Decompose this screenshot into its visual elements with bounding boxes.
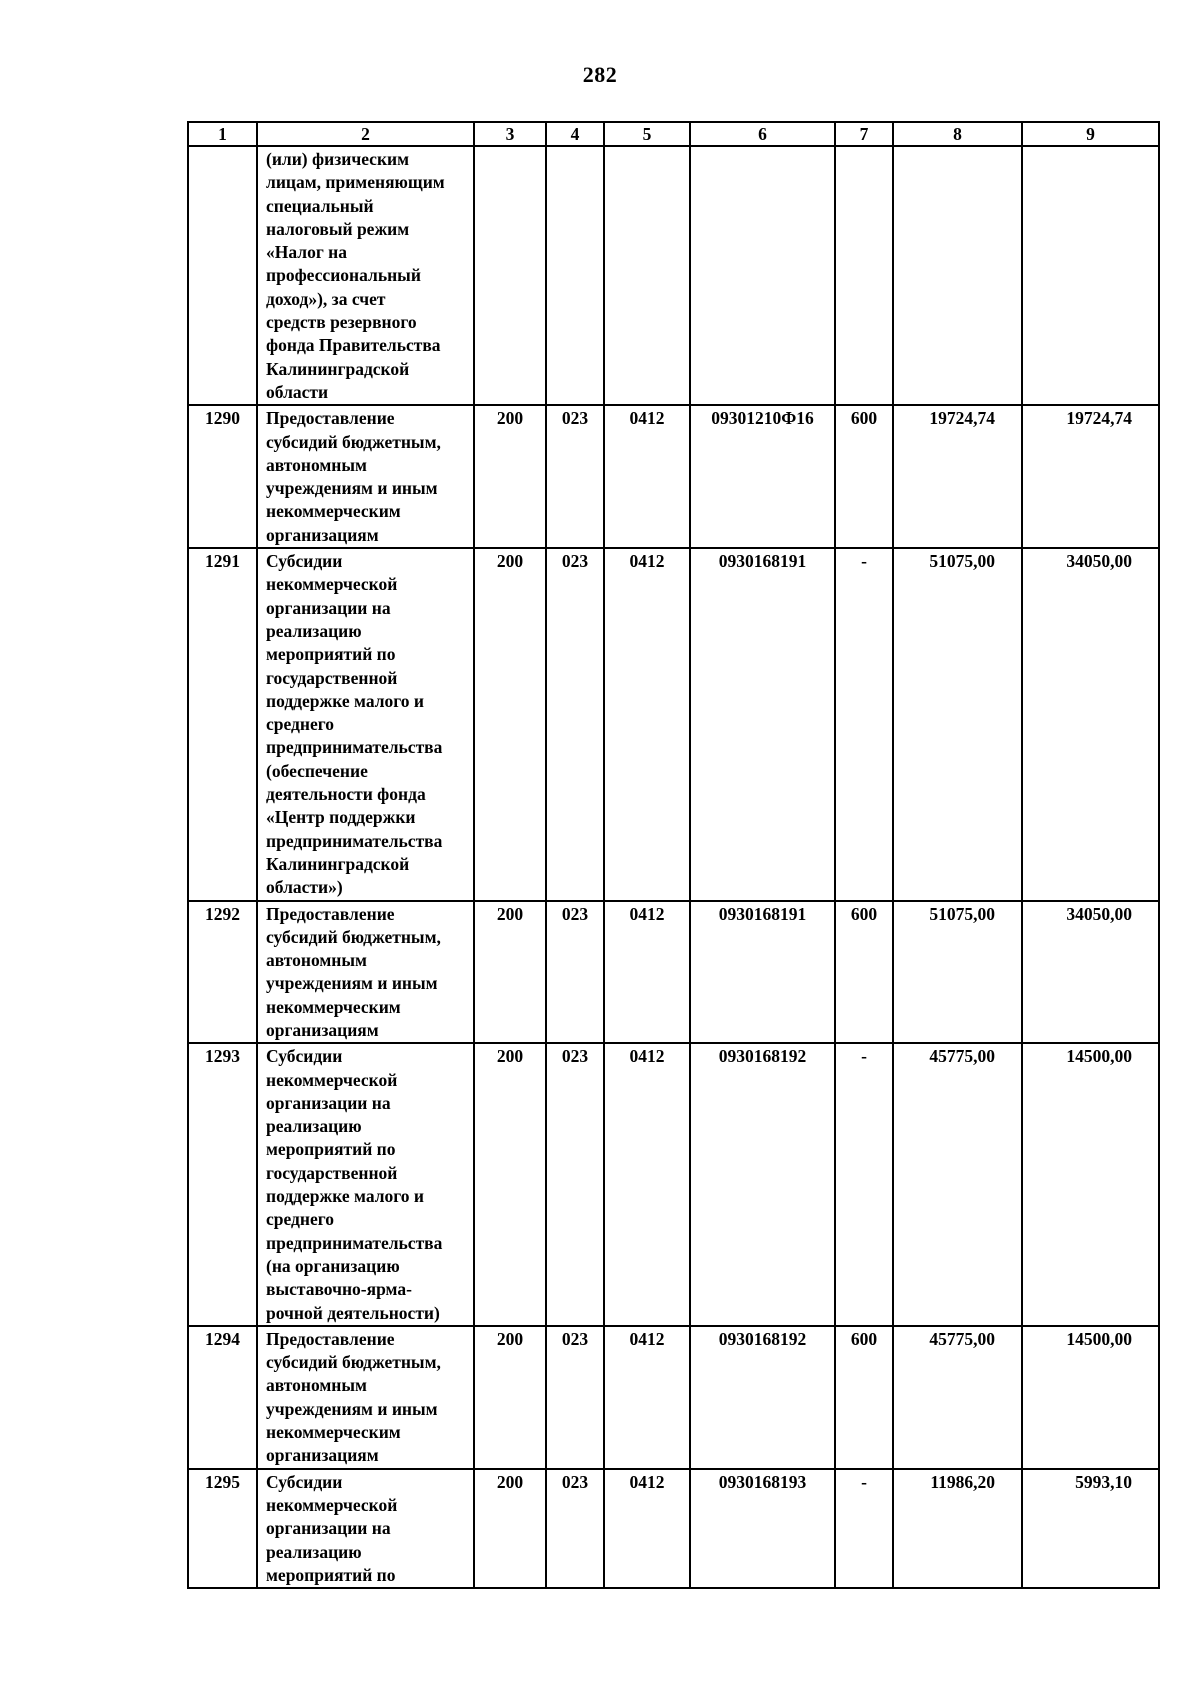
code-cell-3: 200 — [474, 1469, 546, 1588]
code-cell-5: 0412 — [604, 1469, 690, 1588]
row-number-cell: 1295 — [188, 1469, 257, 1588]
page-number: 282 — [582, 62, 618, 87]
column-header: 2 — [257, 122, 474, 146]
amount-cell-8: 19724,74 — [893, 405, 1022, 548]
amount-cell-8 — [893, 146, 1022, 405]
table-row — [188, 405, 1159, 548]
code-cell-5: 0412 — [604, 901, 690, 1044]
code-cell-7 — [835, 146, 893, 405]
code-cell-6: 0930168193 — [690, 1469, 835, 1588]
column-header: 1 — [188, 122, 257, 146]
column-header: 9 — [1022, 122, 1159, 146]
code-cell-6: 09301210Ф16 — [690, 405, 835, 548]
budget-table — [187, 121, 1160, 1589]
row-number-cell: 1294 — [188, 1326, 257, 1469]
amount-cell-8: 11986,20 — [893, 1469, 1022, 1588]
column-header: 7 — [835, 122, 893, 146]
description-cell: Предоставление субсидий бюджетным, автономным учреждениям и иным некоммерческим организациям — [257, 1326, 474, 1469]
row-number-cell: 1293 — [188, 1043, 257, 1326]
row-number-cell — [188, 146, 257, 405]
code-cell-3: 200 — [474, 405, 546, 548]
code-cell-7: 600 — [835, 901, 893, 1044]
code-cell-5: 0412 — [604, 1326, 690, 1469]
code-cell-4 — [546, 146, 604, 405]
code-cell-6: 0930168191 — [690, 901, 835, 1044]
table-row — [188, 146, 1159, 405]
code-cell-7: 600 — [835, 1326, 893, 1469]
row-number-cell: 1290 — [188, 405, 257, 548]
code-cell-6 — [690, 146, 835, 405]
amount-cell-9: 14500,00 — [1022, 1326, 1159, 1469]
code-cell-7: - — [835, 548, 893, 900]
description-cell: Субсидии некоммерческой организации на реализацию мероприятий по — [257, 1469, 474, 1588]
amount-cell-8: 51075,00 — [893, 548, 1022, 900]
amount-cell-8: 45775,00 — [893, 1326, 1022, 1469]
description-cell: Субсидии некоммерческой организации на реализацию мероприятий по государственной поддержке малого и среднего предпринимательства (на организацию выставочно-ярма- рочной деятельности) — [257, 1043, 474, 1326]
code-cell-7: - — [835, 1043, 893, 1326]
code-cell-4: 023 — [546, 405, 604, 548]
row-number-cell: 1292 — [188, 901, 257, 1044]
column-header: 8 — [893, 122, 1022, 146]
description-cell: (или) физическим лицам, применяющим специальный налоговый режим «Налог на профессиональный доход»), за счет средств резервного фонда Правительства Калининградской области — [257, 146, 474, 405]
amount-cell-9 — [1022, 146, 1159, 405]
amount-cell-8: 51075,00 — [893, 901, 1022, 1044]
code-cell-7: - — [835, 1469, 893, 1588]
table-row — [188, 1469, 1159, 1588]
column-header: 5 — [604, 122, 690, 146]
description-cell: Субсидии некоммерческой организации на реализацию мероприятий по государственной поддержке малого и среднего предпринимательства (обеспечение деятельности фонда «Центр поддержки предпринимательства Калининградской области») — [257, 548, 474, 900]
code-cell-3: 200 — [474, 901, 546, 1044]
table-row — [188, 548, 1159, 900]
code-cell-5: 0412 — [604, 548, 690, 900]
code-cell-3 — [474, 146, 546, 405]
column-header: 4 — [546, 122, 604, 146]
column-header: 6 — [690, 122, 835, 146]
code-cell-4: 023 — [546, 1043, 604, 1326]
code-cell-6: 0930168192 — [690, 1043, 835, 1326]
description-cell: Предоставление субсидий бюджетным, автономным учреждениям и иным некоммерческим организациям — [257, 405, 474, 548]
table-row — [188, 1326, 1159, 1469]
table-row — [188, 1043, 1159, 1326]
amount-cell-8: 45775,00 — [893, 1043, 1022, 1326]
code-cell-3: 200 — [474, 1326, 546, 1469]
header-row — [188, 122, 1159, 146]
amount-cell-9: 34050,00 — [1022, 901, 1159, 1044]
code-cell-4: 023 — [546, 548, 604, 900]
amount-cell-9: 34050,00 — [1022, 548, 1159, 900]
code-cell-4: 023 — [546, 1326, 604, 1469]
code-cell-5: 0412 — [604, 405, 690, 548]
code-cell-4: 023 — [546, 1469, 604, 1588]
table-row — [188, 901, 1159, 1044]
code-cell-5 — [604, 146, 690, 405]
column-header: 3 — [474, 122, 546, 146]
code-cell-6: 0930168192 — [690, 1326, 835, 1469]
amount-cell-9: 14500,00 — [1022, 1043, 1159, 1326]
row-number-cell: 1291 — [188, 548, 257, 900]
code-cell-7: 600 — [835, 405, 893, 548]
code-cell-6: 0930168191 — [690, 548, 835, 900]
code-cell-3: 200 — [474, 548, 546, 900]
table-body — [188, 146, 1159, 1588]
amount-cell-9: 19724,74 — [1022, 405, 1159, 548]
description-cell: Предоставление субсидий бюджетным, автономным учреждениям и иным некоммерческим организациям — [257, 901, 474, 1044]
code-cell-3: 200 — [474, 1043, 546, 1326]
amount-cell-9: 5993,10 — [1022, 1469, 1159, 1588]
code-cell-5: 0412 — [604, 1043, 690, 1326]
code-cell-4: 023 — [546, 901, 604, 1044]
